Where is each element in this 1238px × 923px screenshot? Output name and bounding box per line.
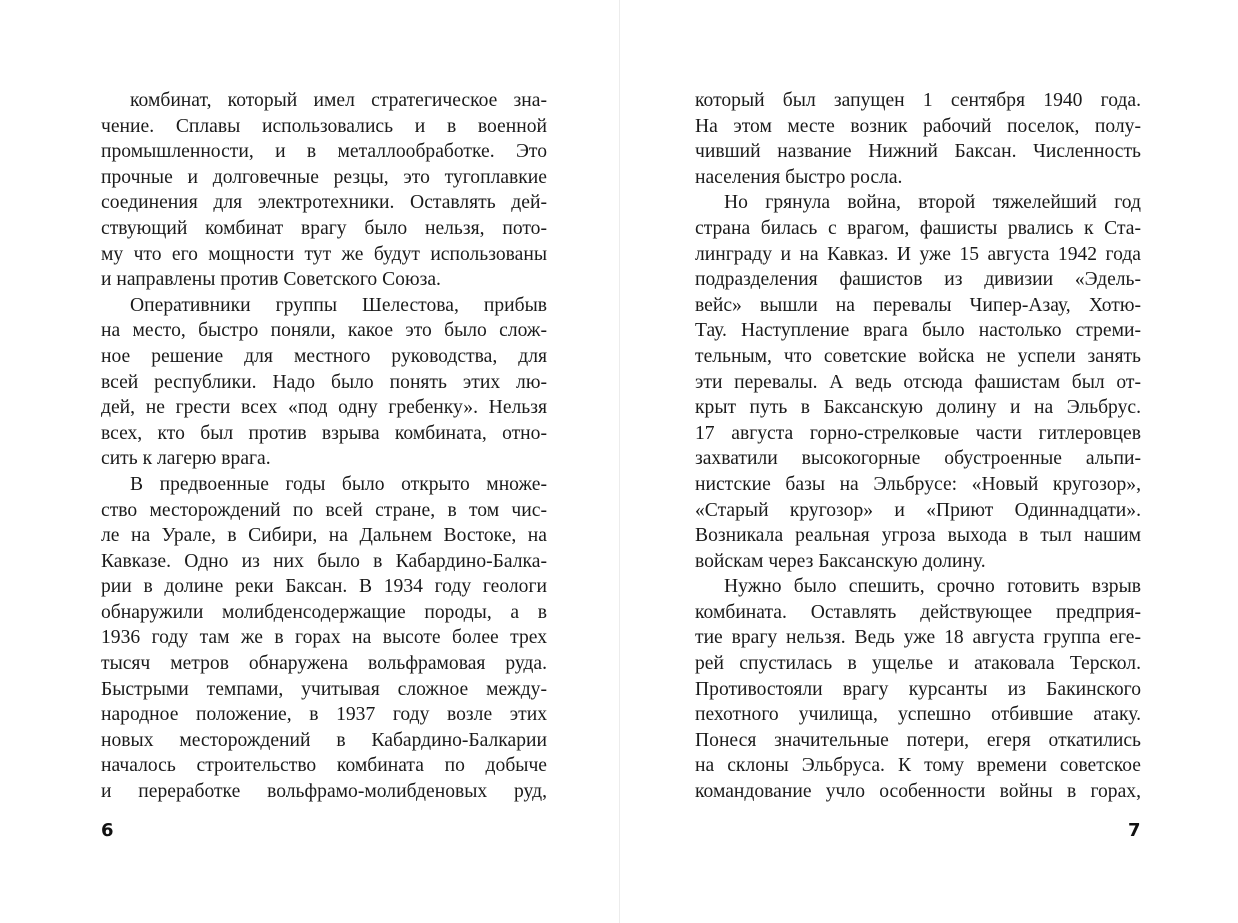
text-line: чение. Сплавы использовались и в военной	[101, 115, 547, 137]
text-line: началось строительство комбината по добыче	[101, 755, 547, 777]
text-line: рии в долине реки Баксан. В 1934 году геологи	[101, 576, 547, 598]
text-line: Возникала реальная угроза выхода в тыл нашим	[695, 525, 1141, 547]
left-page-text	[101, 88, 547, 805]
text-line: эти перевалы. А ведь отсюда фашистам был от-	[695, 371, 1141, 393]
text-line: всех, кто был против взрыва комбината, отно-	[101, 422, 547, 444]
text-line: прочные и долговечные резцы, это тугоплавкие	[101, 166, 547, 188]
text-line: дей, не грести всех «под одну гребенку». Нельзя	[101, 397, 547, 419]
text-line: тысяч метров обнаружена вольфрамовая руда.	[101, 653, 547, 675]
page-number-left: 6	[101, 820, 114, 841]
text-line: тельным, что советские войска не успели занять	[695, 345, 1141, 367]
text-line: всей республики. Надо было понять этих лю-	[101, 371, 547, 393]
text-line: Быстрыми темпами, учитывая сложное между-	[101, 678, 547, 700]
text-line: ствующий комбинат врагу было нельзя, пото-	[101, 217, 547, 239]
text-line: промышленности, и в металлообработке. Это	[101, 141, 547, 163]
text-line: народное положение, в 1937 году возле этих	[101, 704, 547, 726]
text-line: страна билась с врагом, фашисты рвались к Ста-	[695, 217, 1141, 239]
book-gutter	[619, 0, 620, 923]
text-line: командование учло особенности войны в горах,	[695, 781, 1141, 803]
paragraph	[101, 293, 547, 472]
text-line: подразделения фашистов из дивизии «Эдель-	[695, 269, 1141, 291]
text-line: захватили высокогорные обустроенные альпи-	[695, 448, 1141, 470]
text-line: 17 августа горно-стрелковые части гитлеровцев	[695, 422, 1141, 444]
text-line: соединения для электротехники. Оставлять дей-	[101, 192, 547, 214]
text-line: Понеся значительные потери, егеря откатились	[695, 729, 1141, 751]
page-number-right: 7	[1128, 820, 1141, 841]
text-line: комбината. Оставлять действующее предприя-	[695, 601, 1141, 623]
text-line: «Старый кругозор» и «Приют Одиннадцати».	[695, 499, 1141, 521]
text-line: В предвоенные годы было открыто множе-	[130, 473, 547, 495]
text-line: ное решение для местного руководства, для	[101, 345, 547, 367]
text-line: Оперативники группы Шелестова, прибыв	[130, 294, 547, 316]
text-line: и направлены против Советского Союза.	[101, 269, 441, 291]
text-line: крыт путь в Баксанскую долину и на Эльбрус.	[695, 397, 1141, 419]
text-line: ство месторождений по всей стране, в том чис-	[101, 499, 547, 521]
paragraph	[695, 88, 1141, 190]
paragraph	[695, 190, 1141, 574]
text-line: линграду и на Кавказ. И уже 15 августа 1942 года	[695, 243, 1141, 265]
text-line: тие врагу нельзя. Ведь уже 18 августа группа еге-	[695, 627, 1141, 649]
text-line: на место, быстро поняли, какое это было слож-	[101, 320, 547, 342]
text-line: вейс» вышли на перевалы Чипер-Азау, Хотю-	[695, 294, 1141, 316]
text-line: На этом месте возник рабочий поселок, полу-	[695, 115, 1141, 137]
text-line: войскам через Баксанскую долину.	[695, 550, 986, 572]
text-line: Кавказе. Одно из них было в Кабардино-Балка-	[101, 550, 547, 572]
text-line: Противостояли врагу курсанты из Бакинского	[695, 678, 1141, 700]
text-line: пехотного училища, успешно отбившие атаку.	[695, 704, 1141, 726]
text-line: чивший название Нижний Баксан. Численность	[695, 141, 1141, 163]
text-line: сить к лагерю врага.	[101, 448, 271, 470]
text-line: му что его мощности тут же будут использованы	[101, 243, 547, 265]
paragraph	[695, 574, 1141, 804]
text-line: 1936 году там же в горах на высоте более трех	[101, 627, 547, 649]
paragraph	[101, 88, 547, 293]
text-line: рей спустилась в ущелье и атаковала Терскол.	[695, 653, 1141, 675]
text-line: населения быстро росла.	[695, 166, 903, 188]
text-line: и переработке вольфрамо-молибденовых руд,	[101, 781, 547, 803]
right-page-text	[695, 88, 1141, 805]
text-line: Нужно было спешить, срочно готовить взрыв	[724, 576, 1141, 598]
text-line: новых месторождений в Кабардино-Балкарии	[101, 729, 547, 751]
text-line: обнаружили молибденсодержащие породы, а в	[101, 601, 547, 623]
text-line: на склоны Эльбруса. К тому времени советское	[695, 755, 1141, 777]
text-line: ле на Урале, в Сибири, на Дальнем Востоке, на	[101, 525, 547, 547]
text-line: нистские базы на Эльбрусе: «Новый кругозор»,	[695, 473, 1141, 495]
text-line: который был запущен 1 сентября 1940 года.	[695, 90, 1141, 111]
text-line: комбинат, который имел стратегическое зна-	[130, 90, 547, 111]
text-line: Тау. Наступление врага было настолько стреми-	[695, 320, 1141, 342]
paragraph	[101, 472, 547, 805]
text-line: Но грянула война, второй тяжелейший год	[724, 192, 1141, 214]
